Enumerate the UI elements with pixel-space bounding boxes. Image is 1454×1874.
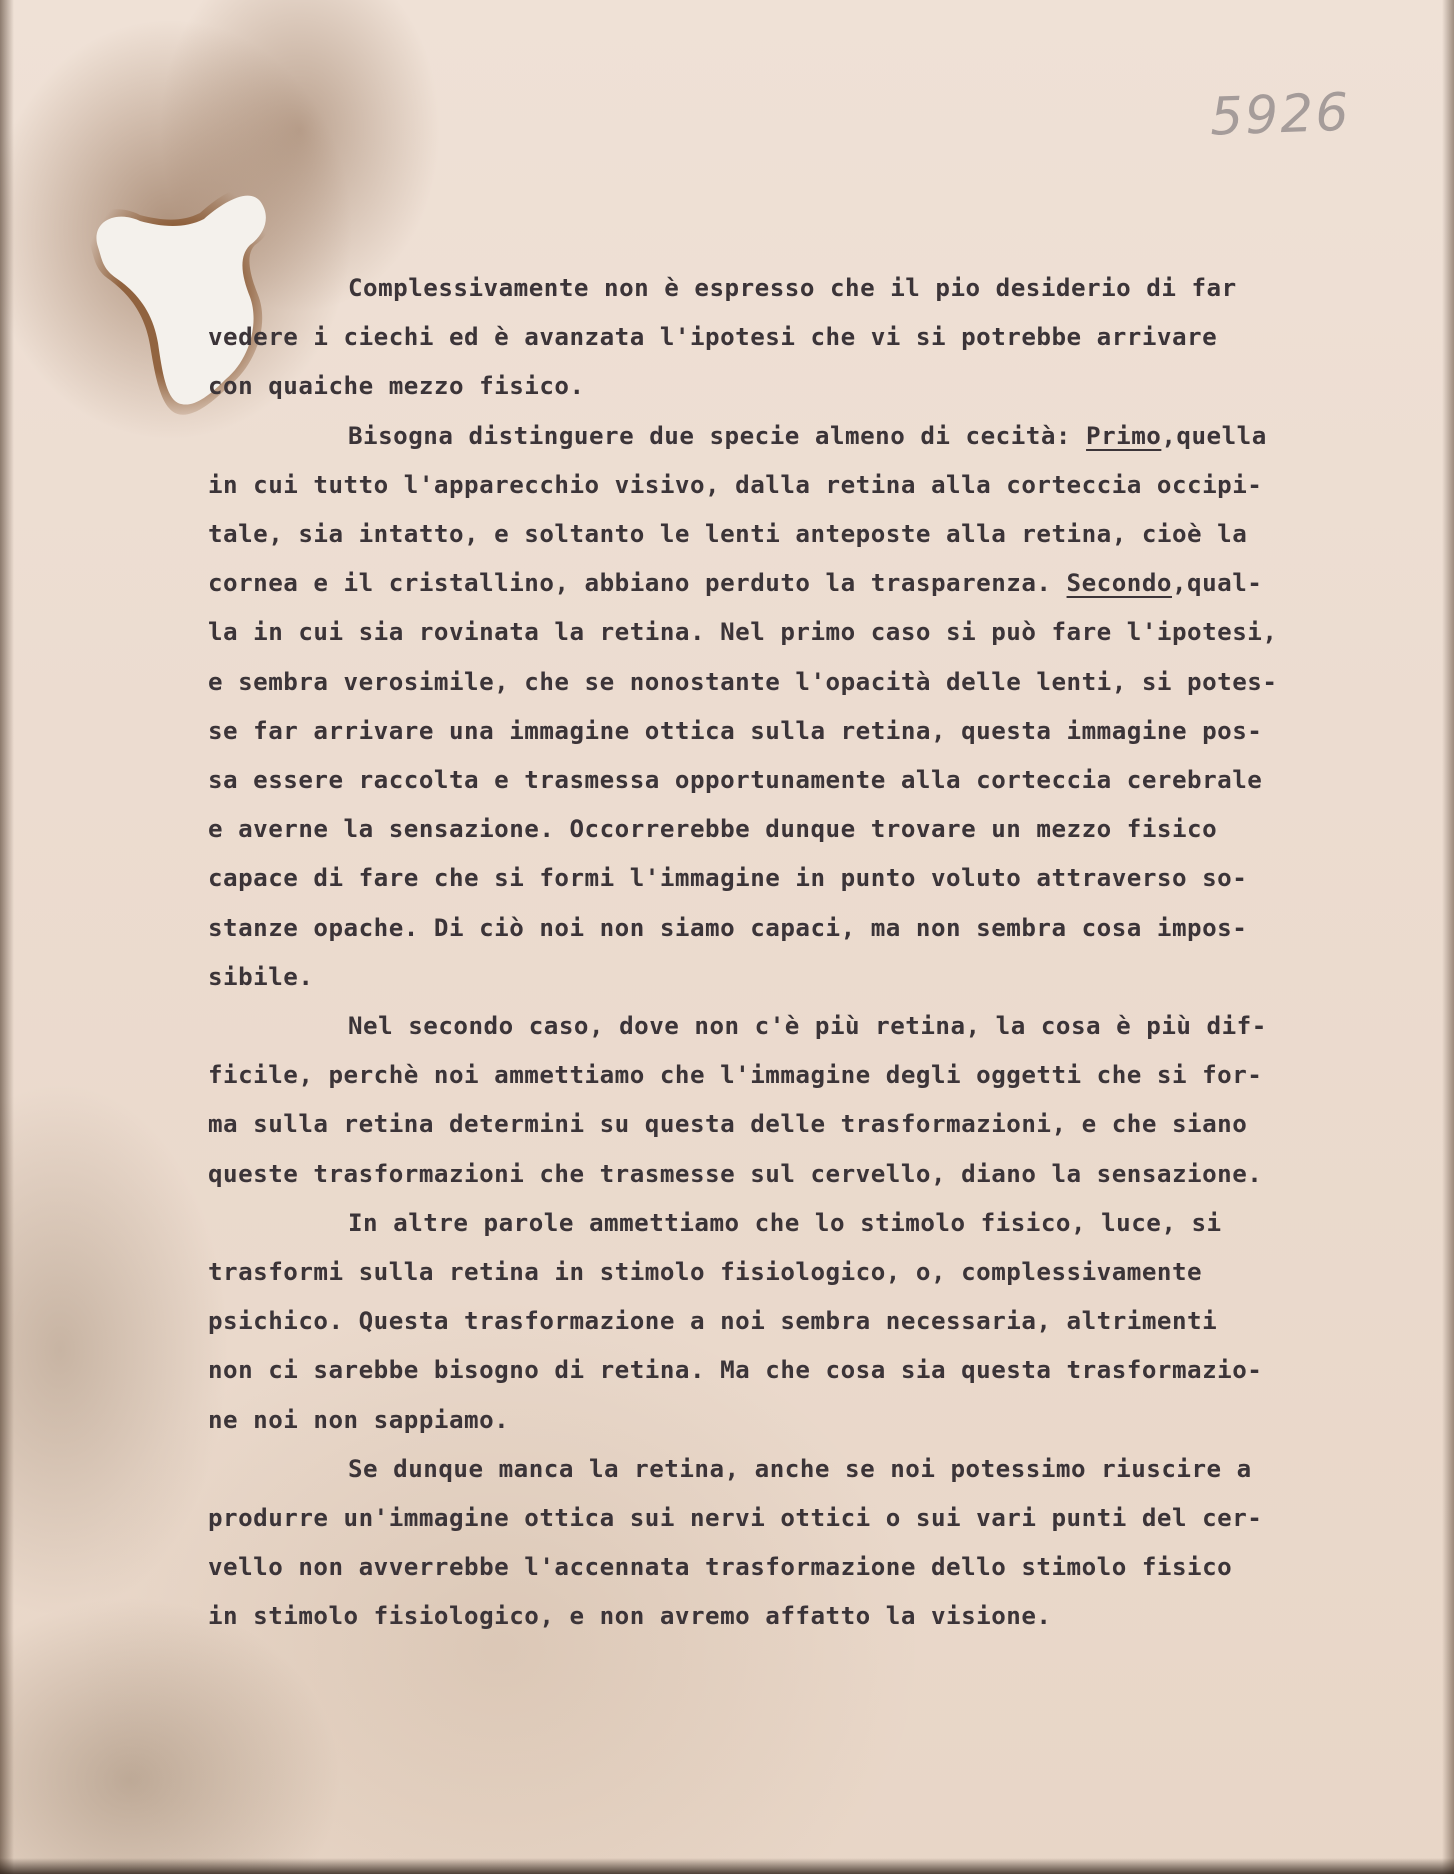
text-line: e averne la sensazione. Occorrerebbe dunque trovare un mezzo fisico — [208, 815, 1218, 844]
text-line — [208, 412, 1418, 461]
text-line: psichico. Questa trasformazione a noi sembra necessaria, altrimenti — [208, 1307, 1218, 1336]
underlined-word: Primo — [1086, 421, 1162, 450]
text-line — [208, 559, 1418, 608]
paragraph — [208, 1445, 1418, 1642]
paragraph — [208, 264, 1418, 412]
text-segment: ,qual- — [1171, 569, 1263, 598]
text-line: trasformi sulla retina in stimolo fisiologico, o, complessivamente — [208, 1258, 1203, 1287]
text-segment: Bisogna distinguere due specie almeno di cecità: — [348, 421, 1087, 450]
text-line: con quaiche mezzo fisico. — [208, 372, 585, 401]
text-line: vedere i ciechi ed è avanzata l'ipotesi che vi si potrebbe arrivare — [208, 323, 1218, 352]
text-line: Se dunque manca la retina, anche se noi potessimo riuscire a — [348, 1454, 1252, 1483]
paragraph — [208, 1199, 1418, 1445]
text-line: sa essere raccolta e trasmessa opportunamente alla corteccia cerebrale — [208, 766, 1263, 795]
text-line: tale, sia intatto, e soltanto le lenti anteposte alla retina, cioè la — [208, 520, 1248, 549]
text-segment: cornea e il cristallino, abbiano perduto la trasparenza. — [208, 569, 1067, 598]
text-line: In altre parole ammettiamo che lo stimolo fisico, luce, si — [348, 1208, 1222, 1237]
text-line: se far arrivare una immagine ottica sulla retina, questa immagine pos- — [208, 716, 1263, 745]
typewritten-text — [208, 264, 1418, 1642]
text-line: e sembra verosimile, che se nonostante l'opacità delle lenti, si potes- — [208, 667, 1278, 696]
underlined-word: Secondo — [1066, 569, 1172, 598]
text-line: ma sulla retina determini su questa delle trasformazioni, e che siano — [208, 1110, 1248, 1139]
text-segment: ,quella — [1161, 421, 1267, 450]
text-line: ne noi non sappiamo. — [208, 1405, 510, 1434]
text-line: ficile, perchè noi ammettiamo che l'immagine degli oggetti che si for- — [208, 1061, 1263, 1090]
text-line: in cui tutto l'apparecchio visivo, dalla retina alla corteccia occipi- — [208, 470, 1263, 499]
text-line: capace di fare che si formi l'immagine in punto voluto attraverso so- — [208, 864, 1248, 893]
text-line: la in cui sia rovinata la retina. Nel primo caso si può fare l'ipotesi, — [208, 618, 1278, 647]
folio-number: 5926 — [1208, 82, 1352, 148]
text-line: queste trasformazioni che trasmesse sul cervello, diano la sensazione. — [208, 1159, 1263, 1188]
text-line: stanze opache. Di ciò noi non siamo capaci, ma non sembra cosa impos- — [208, 913, 1248, 942]
text-line: sibile. — [208, 962, 314, 991]
page-edge-shadow — [1442, 0, 1454, 1874]
text-line: vello non avverrebbe l'accennata trasformazione dello stimolo fisico — [208, 1553, 1233, 1582]
paragraph — [208, 1002, 1418, 1199]
text-line: in stimolo fisiologico, e non avremo affatto la visione. — [208, 1602, 1052, 1631]
paragraph — [208, 412, 1418, 1002]
text-line: Nel secondo caso, dove non c'è più retina, la cosa è più dif- — [348, 1012, 1267, 1041]
text-line: non ci sarebbe bisogno di retina. Ma che cosa sia questa trasformazio- — [208, 1356, 1263, 1385]
page-edge-shadow — [0, 1858, 1454, 1874]
text-line: Complessivamente non è espresso che il pio desiderio di far — [348, 274, 1237, 302]
page-edge-shadow — [0, 0, 14, 1874]
text-line: produrre un'immagine ottica sui nervi ottici o sui vari punti del cer- — [208, 1504, 1263, 1533]
